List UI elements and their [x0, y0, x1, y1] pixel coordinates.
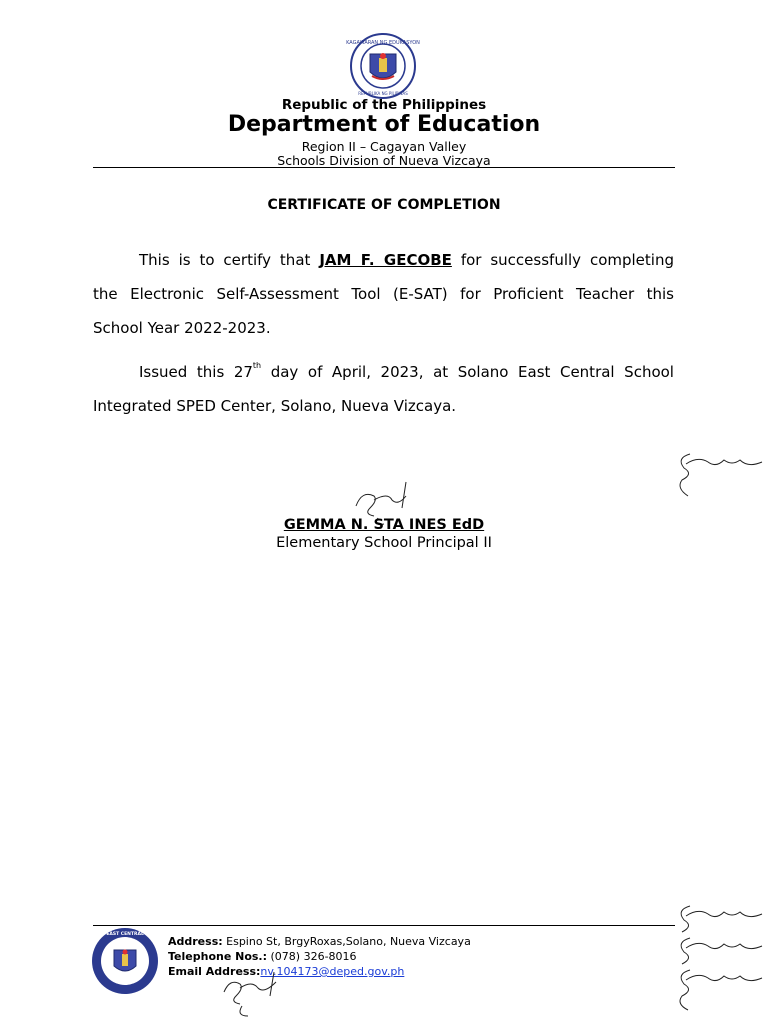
region-text: Region II – Cagayan Valley	[301, 139, 467, 154]
certificate-title: CERTIFICATE OF COMPLETION	[267, 197, 501, 213]
address-value: Espino St, BrgyRoxas,Solano, Nueva Vizcaya	[226, 935, 471, 948]
day-suffix: th	[252, 361, 262, 370]
footer-signature	[218, 970, 282, 1022]
margin-signature-1	[672, 446, 768, 502]
certification-paragraph	[93, 243, 674, 345]
footer-telephone	[168, 950, 357, 963]
signatory-position: Elementary School Principal II	[276, 535, 492, 551]
seal-text-top: KAGAWARAN NG EDUKASYON	[346, 40, 420, 46]
telephone-value: (078) 326-8016	[270, 950, 357, 963]
deped-seal-logo	[348, 32, 418, 100]
address-label: Address:	[168, 935, 223, 948]
issuance-line-1	[93, 355, 674, 389]
certify-suffix: for successfully completing	[460, 251, 674, 269]
issued-prefix: Issued this 27th	[139, 361, 262, 381]
certify-prefix: This is to certify that	[139, 251, 311, 269]
issuance-line-2: Integrated SPED Center, Solano, Nueva Vizcaya.	[93, 397, 457, 415]
issuance-paragraph	[93, 355, 674, 423]
signatory-name: GEMMA N. STA INES EdD	[283, 517, 485, 533]
margin-signatures-footer	[672, 902, 768, 1012]
footer-divider	[93, 925, 675, 926]
seal-text-bottom: REPUBLIKA NG PILIPINAS	[358, 91, 408, 96]
header-divider	[93, 167, 675, 168]
issued-rest: day of April, 2023, at Solano East Central School	[270, 363, 674, 381]
school-seal-text: SOLANO EAST CENTRAL SCHOOL	[83, 932, 167, 937]
paragraph-line-2: the Electronic Self-Assessment Tool (E-SAT) for Proficient Teacher this	[93, 285, 674, 303]
telephone-label: Telephone Nos.:	[168, 950, 268, 963]
email-label: Email Address:	[168, 965, 261, 978]
division-text: Schools Division of Nueva Vizcaya	[277, 153, 491, 168]
school-seal-logo	[83, 926, 167, 996]
email-link[interactable]: nv.104173@deped.gov.ph	[260, 965, 405, 978]
department-heading: Department of Education	[227, 112, 541, 137]
republic-heading: Republic of the Philippines	[281, 97, 487, 113]
footer-email	[168, 965, 404, 978]
footer-address	[168, 935, 471, 948]
paragraph-line-3: School Year 2022-2023.	[93, 319, 271, 337]
recipient-name: JAM F. GECOBE	[319, 251, 452, 269]
paragraph-line-1	[93, 243, 674, 277]
